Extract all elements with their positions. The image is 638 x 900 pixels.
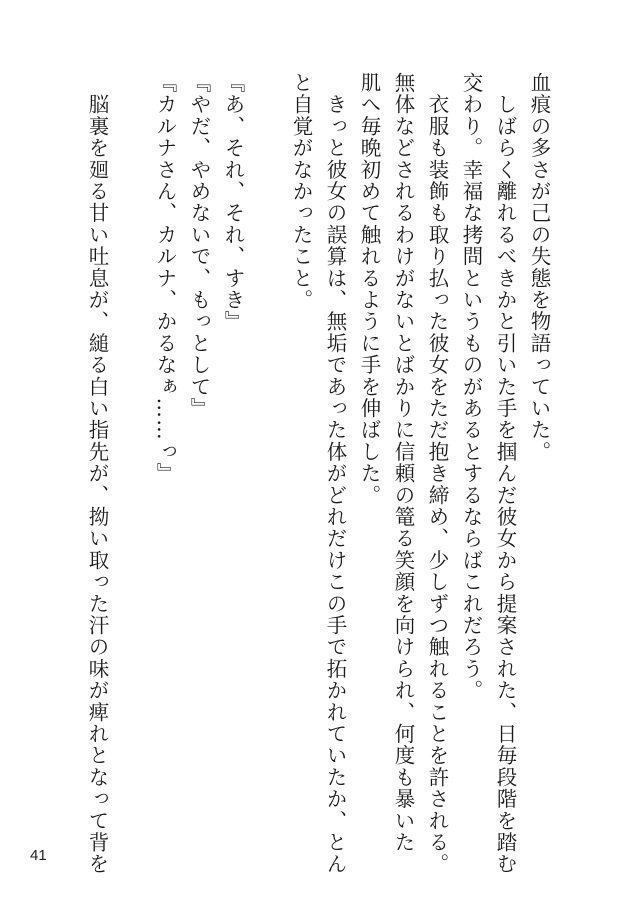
dialogue-line: 『カルナさん、カルナ、かるなぁ……っ』 — [153, 72, 177, 485]
blank-line — [250, 72, 284, 852]
body-text — [80, 72, 556, 875]
text-line: 肌へ毎晩初めて触れるように手を伸ばした。 — [357, 72, 381, 506]
text-line: と自覚がなかったこと。 — [289, 72, 313, 311]
text-line: 無体などされるわけがないとばかりに信頼の篭る笑顔を向けられ、何度も暴いた — [391, 72, 415, 854]
text-line: きっと彼女の誤算は、無垢であった体がどれだけこの手で拓かれていたか、とん — [323, 72, 347, 875]
text-line: 血痕の多さが己の失態を物語っていた。 — [527, 72, 551, 463]
dialogue-line: 『やだ、やめないで、もっとして』 — [187, 72, 211, 420]
text-line: しばらく離れるべきかと引いた手を掴んだ彼女から提案された、日毎段階を踏む — [493, 72, 517, 875]
blank-line — [114, 72, 148, 852]
page-number: 41 — [30, 847, 47, 864]
text-line: 交わり。幸福な拷問というものがあるとするならばこれだろう。 — [459, 72, 483, 702]
text-line: 衣服も装飾も取り払った彼女をただ抱き締め、少しずつ触れることを許される。 — [425, 72, 449, 875]
dialogue-line: 『あ、それ、それ、すき』 — [221, 72, 245, 333]
text-line: 脳裏を廻る甘い吐息が、縋る白い指先が、拗い取った汗の味が痺れとなって背を — [85, 72, 109, 875]
